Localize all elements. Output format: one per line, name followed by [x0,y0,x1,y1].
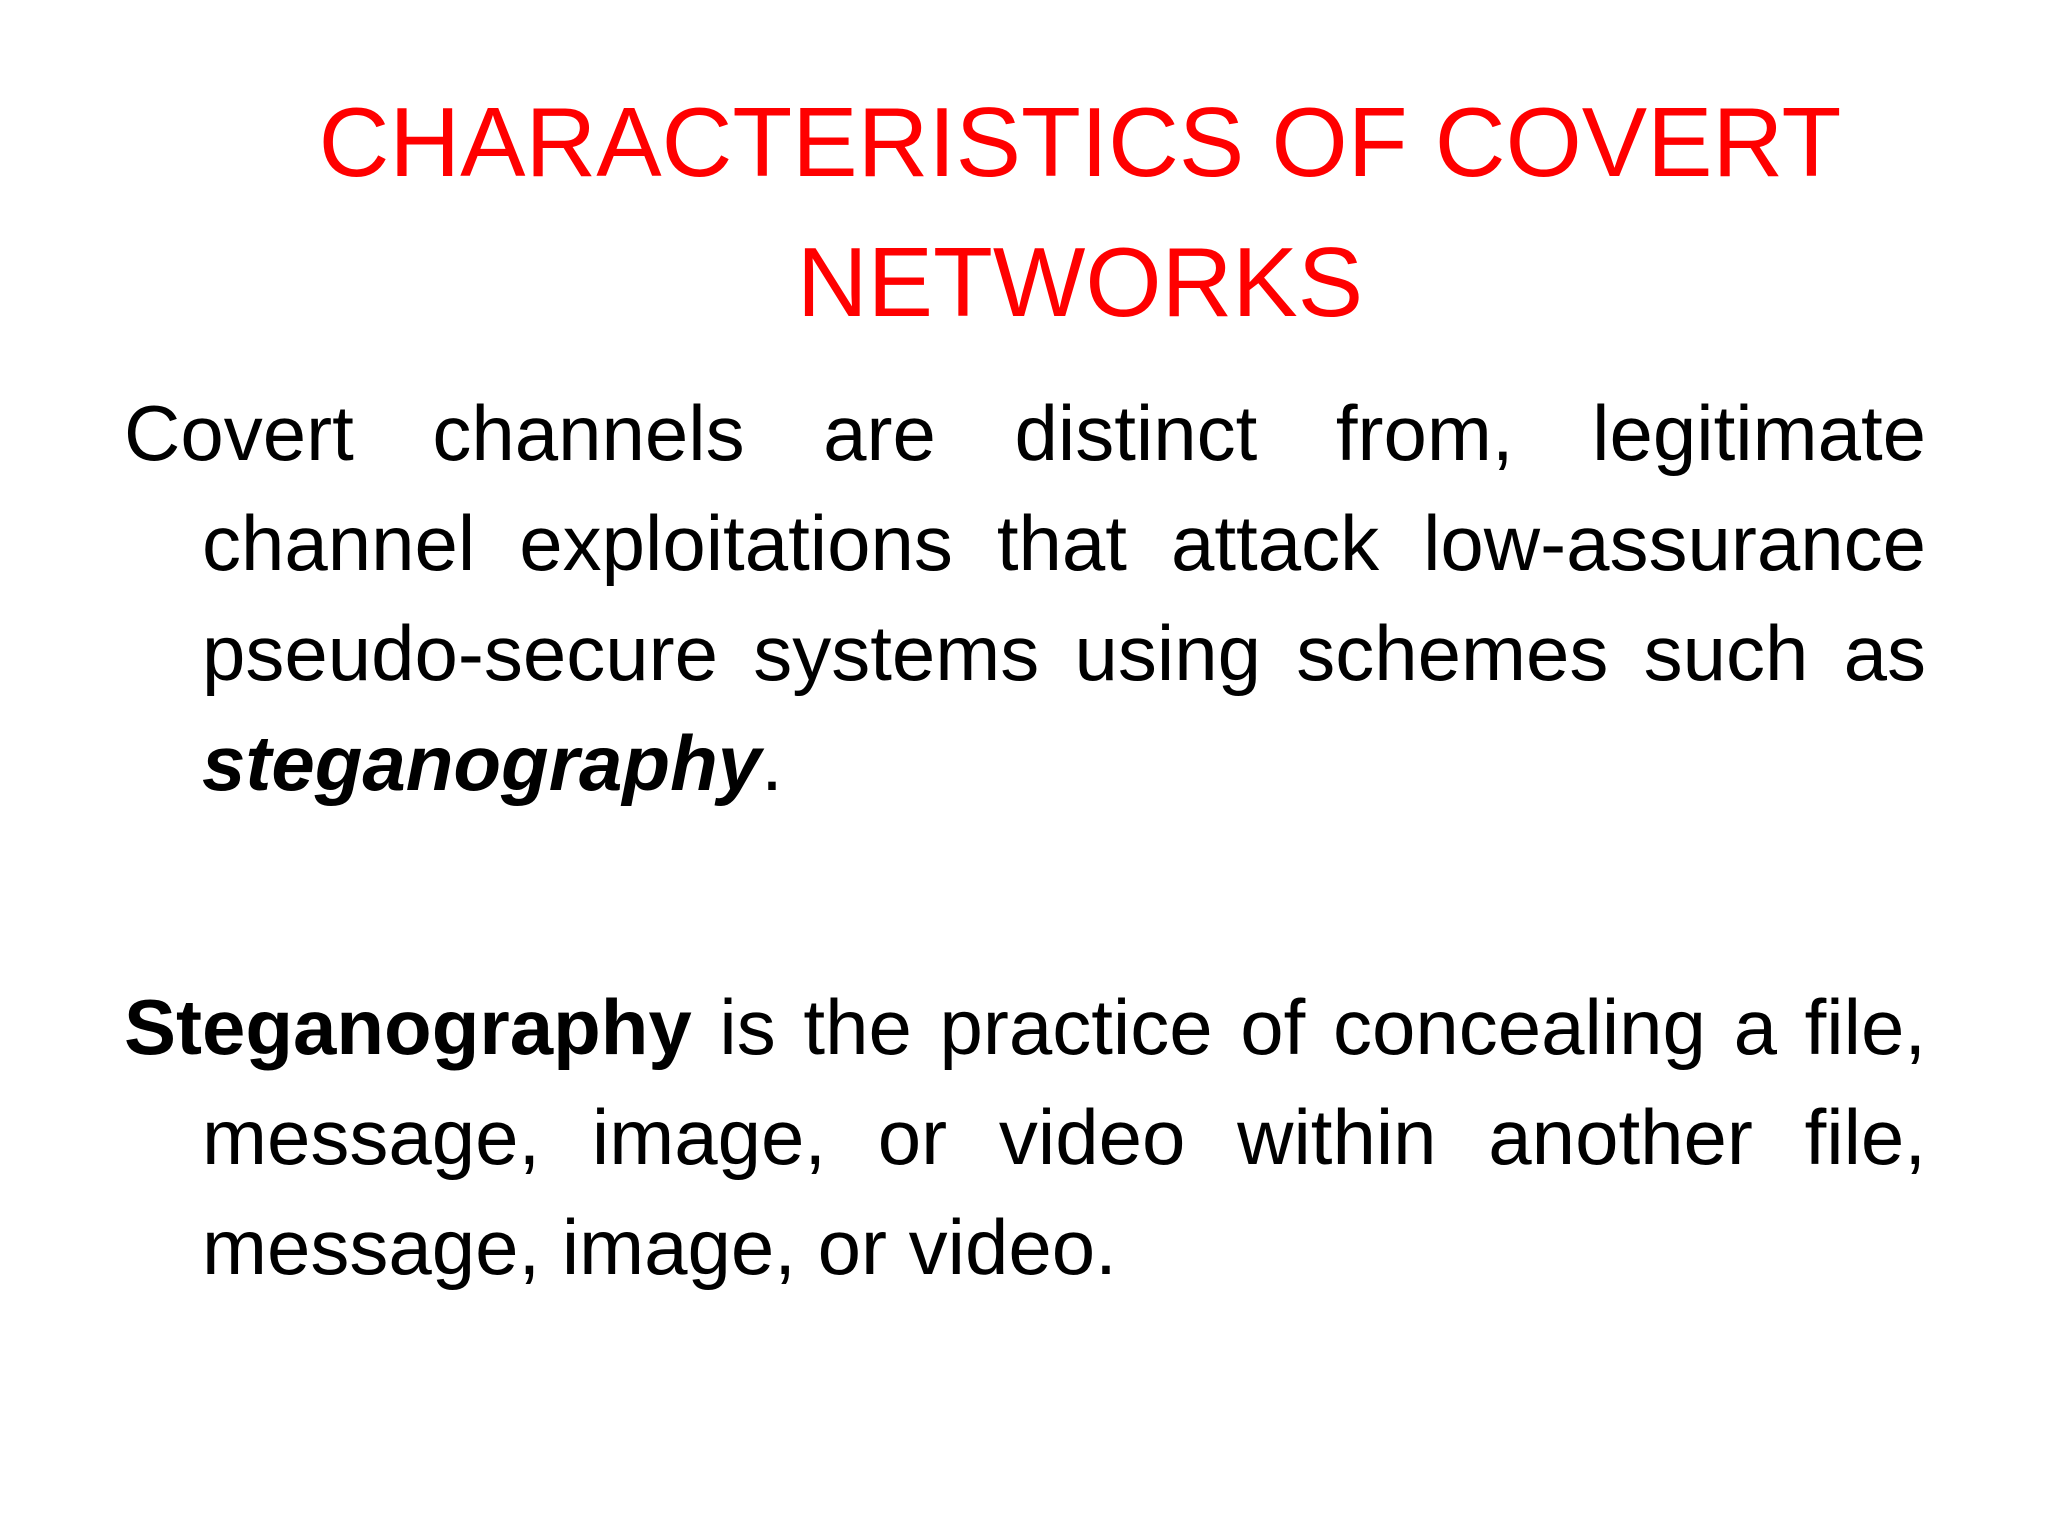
paragraph-1-text: Covert channels are distinct from, legitimate channel exploitations that attack low-assurance pseudo-secure systems using schemes such as [124,389,1926,697]
steganography-emphasis: steganography [202,719,762,807]
slide-title [120,72,2040,352]
steganography-definition-paragraph [124,972,1926,1302]
title-line-2: NETWORKS [796,227,1364,337]
paragraph-1-period: . [761,719,783,807]
steganography-definition: is the practice of concealing a file, message, image, or video within another file, message, image, or video. [202,983,1926,1291]
covert-channels-paragraph [124,378,1926,818]
steganography-term: Steganography [124,983,692,1071]
title-line-1: CHARACTERISTICS OF COVERT [318,87,1842,197]
